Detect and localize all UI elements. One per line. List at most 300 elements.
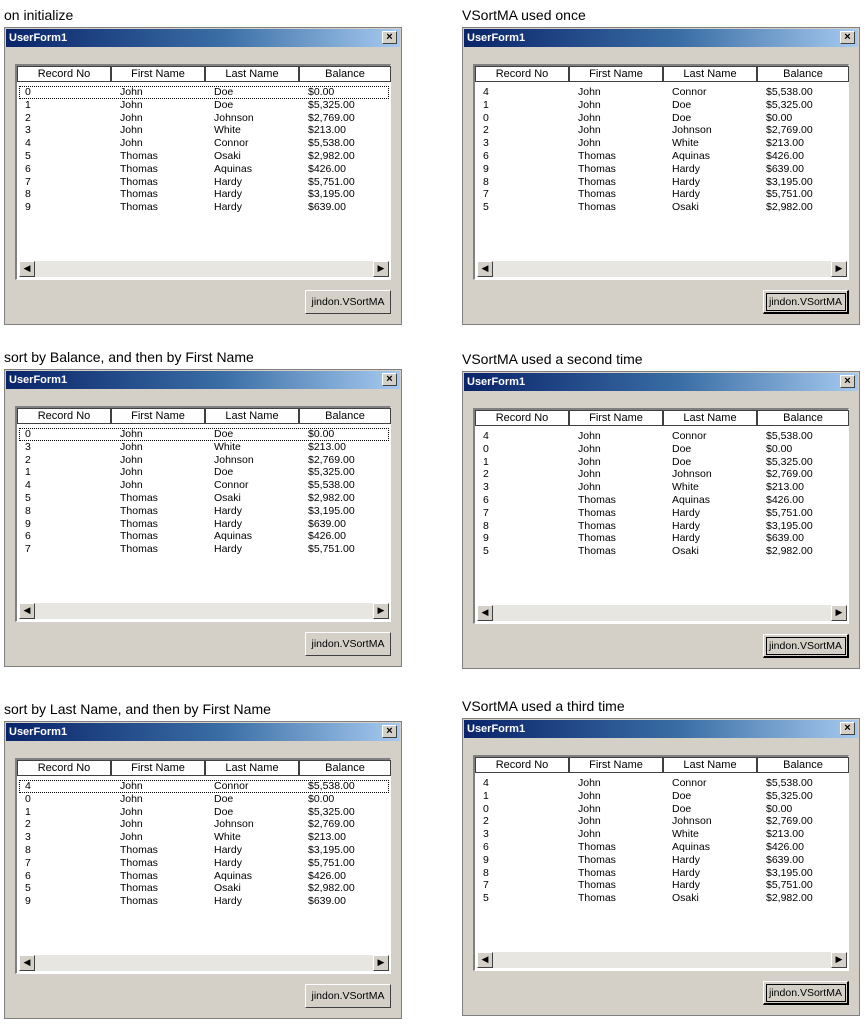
list-cell: 7 — [483, 188, 489, 201]
list-cell: $2,982.00 — [308, 149, 355, 162]
list-item[interactable] — [477, 545, 847, 558]
list-cell: Hardy — [672, 853, 701, 866]
list-item[interactable] — [477, 86, 847, 99]
list-cell: John — [120, 428, 143, 440]
list-cell: John — [578, 442, 601, 455]
list-cell: White — [672, 828, 699, 841]
right-arrow-icon[interactable]: ▶ — [373, 261, 389, 277]
list-item[interactable] — [19, 466, 389, 479]
list-item[interactable] — [19, 492, 389, 505]
list-cell: Hardy — [214, 175, 243, 188]
right-arrow-icon[interactable]: ▶ — [373, 955, 389, 971]
list-cell: Thomas — [120, 882, 158, 895]
list-item[interactable] — [19, 163, 389, 176]
list-item[interactable] — [19, 857, 389, 870]
list-cell: $426.00 — [308, 530, 346, 543]
list-cell: $2,982.00 — [308, 491, 355, 504]
list-cell: 5 — [25, 882, 31, 895]
list-item[interactable] — [19, 844, 389, 857]
list-cell: $213.00 — [766, 481, 804, 494]
list-cell: Hardy — [672, 188, 701, 201]
list-cell: Osaki — [672, 201, 699, 214]
list-cell: 2 — [483, 468, 489, 481]
list-cell: Connor — [214, 780, 249, 792]
list-cell: Hardy — [214, 895, 243, 908]
panel-caption: VSortMA used a third time — [462, 698, 625, 714]
list-cell: $2,769.00 — [308, 818, 355, 831]
horizontal-scrollbar[interactable] — [19, 603, 389, 619]
list-cell: $5,538.00 — [308, 479, 355, 492]
list-item[interactable] — [477, 790, 847, 803]
list-cell: $2,769.00 — [308, 111, 355, 124]
list-item[interactable] — [19, 86, 389, 99]
list-item[interactable] — [19, 112, 389, 125]
window-title: UserForm1 — [9, 726, 68, 738]
list-cell: Doe — [672, 98, 692, 111]
column-header: Last Name — [663, 410, 757, 426]
list-cell: Thomas — [578, 201, 616, 214]
userform-window — [4, 721, 402, 1019]
listbox-rows — [477, 777, 847, 905]
list-cell: 6 — [483, 149, 489, 162]
list-item[interactable] — [19, 870, 389, 883]
left-arrow-icon[interactable]: ◀ — [477, 952, 493, 968]
list-cell: Osaki — [214, 149, 241, 162]
list-item[interactable] — [19, 124, 389, 137]
horizontal-scrollbar[interactable] — [477, 261, 847, 277]
left-arrow-icon[interactable]: ◀ — [477, 261, 493, 277]
records-listbox[interactable] — [15, 64, 391, 280]
records-listbox[interactable] — [473, 64, 849, 280]
list-cell: 2 — [25, 818, 31, 831]
list-cell: 4 — [25, 479, 31, 492]
list-item[interactable] — [477, 468, 847, 481]
list-cell: $2,982.00 — [766, 892, 813, 905]
list-cell: Connor — [672, 777, 707, 789]
list-cell: Hardy — [214, 188, 243, 201]
list-cell: 1 — [25, 98, 31, 111]
list-cell: Thomas — [120, 517, 158, 530]
list-cell: 2 — [483, 124, 489, 137]
list-item[interactable] — [19, 441, 389, 454]
list-cell: 7 — [483, 506, 489, 519]
list-cell: Doe — [214, 86, 234, 98]
panel-caption: sort by Balance, and then by First Name — [4, 349, 254, 365]
list-cell: Doe — [672, 455, 692, 468]
list-cell: 0 — [25, 792, 31, 805]
list-cell: $426.00 — [766, 840, 804, 853]
list-cell: $0.00 — [308, 792, 335, 805]
list-cell: Thomas — [578, 879, 616, 892]
list-cell: Johnson — [672, 815, 712, 828]
list-cell: $639.00 — [766, 532, 804, 545]
list-item[interactable] — [19, 454, 389, 467]
list-item[interactable] — [19, 831, 389, 844]
panel-caption: sort by Last Name, and then by First Name — [4, 701, 271, 717]
listbox-rows — [19, 428, 389, 556]
vsortma-button[interactable]: jindon.VSortMA — [763, 290, 849, 314]
list-cell: Doe — [672, 111, 692, 124]
close-icon[interactable]: × — [382, 725, 397, 738]
list-cell: 8 — [483, 175, 489, 188]
column-header: Balance — [299, 760, 391, 776]
list-item[interactable] — [477, 163, 847, 176]
list-cell: 5 — [483, 201, 489, 214]
horizontal-scrollbar[interactable] — [19, 955, 389, 971]
window-titlebar[interactable] — [464, 29, 858, 47]
window-title: UserForm1 — [9, 32, 68, 44]
list-cell: Thomas — [120, 491, 158, 504]
list-item[interactable] — [19, 505, 389, 518]
list-item[interactable] — [477, 892, 847, 905]
left-arrow-icon[interactable]: ◀ — [477, 605, 493, 621]
list-cell: Thomas — [578, 892, 616, 905]
column-headers — [17, 760, 391, 776]
list-item[interactable] — [19, 895, 389, 908]
column-header: First Name — [569, 66, 663, 82]
listbox-rows — [477, 86, 847, 214]
list-cell: 4 — [483, 86, 489, 98]
vsortma-button[interactable]: jindon.VSortMA — [763, 634, 849, 658]
list-cell: 9 — [483, 853, 489, 866]
list-cell: John — [578, 828, 601, 841]
list-cell: $639.00 — [766, 853, 804, 866]
list-cell: 2 — [25, 453, 31, 466]
column-header: Last Name — [663, 66, 757, 82]
list-cell: Thomas — [120, 201, 158, 214]
list-cell: John — [120, 792, 143, 805]
window-titlebar[interactable] — [464, 373, 858, 391]
list-cell: Thomas — [120, 843, 158, 856]
list-cell: $3,195.00 — [766, 175, 813, 188]
list-item[interactable] — [477, 137, 847, 150]
list-cell: $5,325.00 — [308, 466, 355, 479]
list-cell: Hardy — [214, 843, 243, 856]
list-cell: 4 — [25, 780, 31, 792]
records-listbox[interactable] — [473, 408, 849, 624]
close-icon[interactable]: × — [840, 722, 855, 735]
list-cell: 4 — [25, 137, 31, 150]
list-cell: $2,769.00 — [766, 124, 813, 137]
column-header: First Name — [111, 408, 205, 424]
list-cell: $426.00 — [766, 493, 804, 506]
list-item[interactable] — [477, 520, 847, 533]
column-header: Last Name — [663, 757, 757, 773]
list-cell: 3 — [25, 124, 31, 137]
records-listbox[interactable] — [15, 406, 391, 622]
list-cell: John — [578, 137, 601, 150]
list-item[interactable] — [19, 543, 389, 556]
list-cell: John — [578, 111, 601, 124]
list-item[interactable] — [477, 841, 847, 854]
list-cell: 8 — [25, 843, 31, 856]
right-arrow-icon[interactable]: ▶ — [831, 605, 847, 621]
list-cell: John — [578, 802, 601, 815]
list-cell: $5,538.00 — [766, 430, 813, 442]
list-cell: Hardy — [214, 543, 243, 556]
list-cell: Doe — [672, 789, 692, 802]
list-cell: $5,538.00 — [766, 86, 813, 98]
column-header: First Name — [569, 757, 663, 773]
list-cell: $426.00 — [308, 869, 346, 882]
column-header: Last Name — [205, 760, 299, 776]
list-cell: Doe — [214, 805, 234, 818]
list-cell: Connor — [214, 137, 249, 150]
list-cell: $5,751.00 — [308, 543, 355, 556]
list-cell: $639.00 — [308, 201, 346, 214]
list-cell: Hardy — [214, 517, 243, 530]
list-item[interactable] — [477, 879, 847, 892]
column-header: First Name — [111, 760, 205, 776]
list-cell: 1 — [483, 455, 489, 468]
window-titlebar[interactable] — [6, 371, 400, 389]
list-item[interactable] — [19, 780, 389, 793]
list-item[interactable] — [477, 777, 847, 790]
list-cell: $639.00 — [308, 517, 346, 530]
list-cell: John — [578, 815, 601, 828]
list-cell: 5 — [25, 149, 31, 162]
list-cell: White — [214, 440, 241, 453]
list-cell: Aquinas — [672, 493, 710, 506]
list-cell: $639.00 — [308, 895, 346, 908]
window-title: UserForm1 — [9, 374, 68, 386]
list-cell: Aquinas — [214, 530, 252, 543]
list-cell: Connor — [214, 479, 249, 492]
list-cell: Hardy — [672, 162, 701, 175]
list-cell: $2,769.00 — [766, 815, 813, 828]
horizontal-scrollbar[interactable] — [477, 605, 847, 621]
list-cell: $3,195.00 — [308, 504, 355, 517]
list-cell: $3,195.00 — [766, 519, 813, 532]
list-item[interactable] — [19, 176, 389, 189]
list-item[interactable] — [477, 494, 847, 507]
close-icon[interactable]: × — [382, 373, 397, 386]
list-cell: 8 — [483, 519, 489, 532]
list-cell: John — [578, 455, 601, 468]
list-item[interactable] — [19, 882, 389, 895]
list-cell: Thomas — [578, 545, 616, 558]
window-titlebar[interactable] — [6, 723, 400, 741]
list-item[interactable] — [19, 806, 389, 819]
list-cell: 6 — [25, 530, 31, 543]
column-headers — [475, 757, 849, 773]
list-cell: $213.00 — [766, 828, 804, 841]
list-item[interactable] — [19, 137, 389, 150]
list-cell: Osaki — [214, 491, 241, 504]
list-cell: 0 — [483, 802, 489, 815]
list-item[interactable] — [477, 176, 847, 189]
list-item[interactable] — [477, 867, 847, 880]
list-cell: Thomas — [120, 175, 158, 188]
records-listbox[interactable] — [473, 755, 849, 971]
list-cell: John — [578, 86, 601, 98]
list-cell: $426.00 — [308, 162, 346, 175]
list-cell: Hardy — [672, 175, 701, 188]
list-cell: Thomas — [120, 856, 158, 869]
list-item[interactable] — [477, 188, 847, 201]
horizontal-scrollbar[interactable] — [477, 952, 847, 968]
panel-caption: VSortMA used once — [462, 7, 586, 23]
list-cell: $213.00 — [308, 124, 346, 137]
list-cell: 1 — [483, 789, 489, 802]
userform-window — [462, 718, 860, 1016]
list-item[interactable] — [477, 854, 847, 867]
left-arrow-icon[interactable]: ◀ — [19, 261, 35, 277]
list-cell: Hardy — [672, 506, 701, 519]
list-cell: $5,538.00 — [766, 777, 813, 789]
list-cell: $2,982.00 — [308, 882, 355, 895]
list-cell: 7 — [25, 856, 31, 869]
right-arrow-icon[interactable]: ▶ — [373, 603, 389, 619]
list-cell: $5,538.00 — [308, 137, 355, 150]
list-cell: $5,751.00 — [308, 856, 355, 869]
column-header: Record No — [17, 760, 111, 776]
window-titlebar[interactable] — [464, 720, 858, 738]
column-headers — [17, 408, 391, 424]
list-cell: $213.00 — [308, 440, 346, 453]
list-cell: 6 — [25, 869, 31, 882]
list-cell: John — [120, 453, 143, 466]
list-cell: $2,769.00 — [308, 453, 355, 466]
list-cell: 0 — [483, 442, 489, 455]
list-cell: Hardy — [214, 856, 243, 869]
listbox-rows — [19, 780, 389, 908]
list-cell: John — [578, 430, 601, 442]
list-cell: $5,751.00 — [766, 879, 813, 892]
close-icon[interactable]: × — [840, 31, 855, 44]
listbox-rows — [477, 430, 847, 558]
list-cell: 9 — [483, 532, 489, 545]
list-cell: 6 — [483, 493, 489, 506]
list-cell: $213.00 — [766, 137, 804, 150]
list-cell: 9 — [25, 895, 31, 908]
list-cell: $5,751.00 — [766, 506, 813, 519]
list-item[interactable] — [19, 428, 389, 441]
list-cell: 5 — [483, 545, 489, 558]
list-item[interactable] — [19, 818, 389, 831]
list-item[interactable] — [19, 201, 389, 214]
list-cell: Thomas — [120, 162, 158, 175]
left-arrow-icon[interactable]: ◀ — [19, 603, 35, 619]
list-cell: Thomas — [578, 840, 616, 853]
list-cell: Thomas — [120, 504, 158, 517]
list-cell: Thomas — [578, 493, 616, 506]
column-header: Balance — [757, 410, 849, 426]
list-cell: White — [214, 124, 241, 137]
list-item[interactable] — [19, 150, 389, 163]
list-item[interactable] — [477, 430, 847, 443]
panel-caption: on initialize — [4, 7, 74, 23]
list-item[interactable] — [477, 803, 847, 816]
list-cell: 8 — [483, 866, 489, 879]
right-arrow-icon[interactable]: ▶ — [831, 261, 847, 277]
list-item[interactable] — [477, 532, 847, 545]
column-header: Balance — [757, 757, 849, 773]
list-item[interactable] — [477, 150, 847, 163]
list-cell: 1 — [483, 98, 489, 111]
list-cell: $3,195.00 — [308, 188, 355, 201]
window-title: UserForm1 — [467, 32, 526, 44]
list-cell: 3 — [483, 137, 489, 150]
list-cell: Hardy — [672, 879, 701, 892]
list-cell: Thomas — [578, 853, 616, 866]
column-header: Last Name — [205, 408, 299, 424]
list-cell: White — [672, 137, 699, 150]
window-title: UserForm1 — [467, 376, 526, 388]
list-item[interactable] — [19, 188, 389, 201]
list-cell: Aquinas — [214, 162, 252, 175]
list-item[interactable] — [477, 443, 847, 456]
right-arrow-icon[interactable]: ▶ — [831, 952, 847, 968]
list-cell: Johnson — [214, 111, 254, 124]
list-cell: Osaki — [672, 892, 699, 905]
list-item[interactable] — [19, 99, 389, 112]
list-cell: $426.00 — [766, 149, 804, 162]
records-listbox[interactable] — [15, 758, 391, 974]
list-item[interactable] — [477, 481, 847, 494]
list-item[interactable] — [477, 456, 847, 469]
column-header: Balance — [299, 66, 391, 82]
panel-caption: VSortMA used a second time — [462, 351, 643, 367]
list-cell: Connor — [672, 86, 707, 98]
list-item[interactable] — [19, 793, 389, 806]
list-item[interactable] — [477, 815, 847, 828]
list-cell: $2,982.00 — [766, 201, 813, 214]
list-cell: Osaki — [214, 882, 241, 895]
list-cell: Johnson — [672, 468, 712, 481]
list-item[interactable] — [477, 124, 847, 137]
column-header: Balance — [757, 66, 849, 82]
list-cell: Connor — [672, 430, 707, 442]
list-cell: $0.00 — [308, 428, 335, 440]
list-item[interactable] — [477, 112, 847, 125]
list-cell: John — [120, 124, 143, 137]
list-cell: John — [120, 86, 143, 98]
list-item[interactable] — [477, 507, 847, 520]
column-header: Record No — [475, 66, 569, 82]
list-cell: Hardy — [214, 504, 243, 517]
vsortma-button[interactable]: jindon.VSortMA — [305, 984, 391, 1008]
vsortma-button[interactable]: jindon.VSortMA — [305, 290, 391, 314]
left-arrow-icon[interactable]: ◀ — [19, 955, 35, 971]
list-cell: Hardy — [672, 866, 701, 879]
list-cell: $0.00 — [766, 442, 793, 455]
list-item[interactable] — [19, 530, 389, 543]
list-cell: Thomas — [120, 530, 158, 543]
list-item[interactable] — [477, 201, 847, 214]
close-icon[interactable]: × — [840, 375, 855, 388]
list-cell: John — [120, 479, 143, 492]
window-titlebar[interactable] — [6, 29, 400, 47]
list-cell: 5 — [25, 491, 31, 504]
list-cell: Doe — [672, 442, 692, 455]
list-cell: Thomas — [120, 895, 158, 908]
list-cell: John — [120, 466, 143, 479]
list-cell: $0.00 — [766, 802, 793, 815]
list-cell: John — [120, 98, 143, 111]
list-item[interactable] — [477, 828, 847, 841]
horizontal-scrollbar[interactable] — [19, 261, 389, 277]
list-cell: $2,769.00 — [766, 468, 813, 481]
list-item[interactable] — [19, 518, 389, 531]
vsortma-button[interactable]: jindon.VSortMA — [305, 632, 391, 656]
vsortma-button[interactable]: jindon.VSortMA — [763, 981, 849, 1005]
close-icon[interactable]: × — [382, 31, 397, 44]
list-cell: $5,538.00 — [308, 780, 355, 792]
list-cell: 3 — [483, 828, 489, 841]
list-item[interactable] — [477, 99, 847, 112]
list-item[interactable] — [19, 479, 389, 492]
